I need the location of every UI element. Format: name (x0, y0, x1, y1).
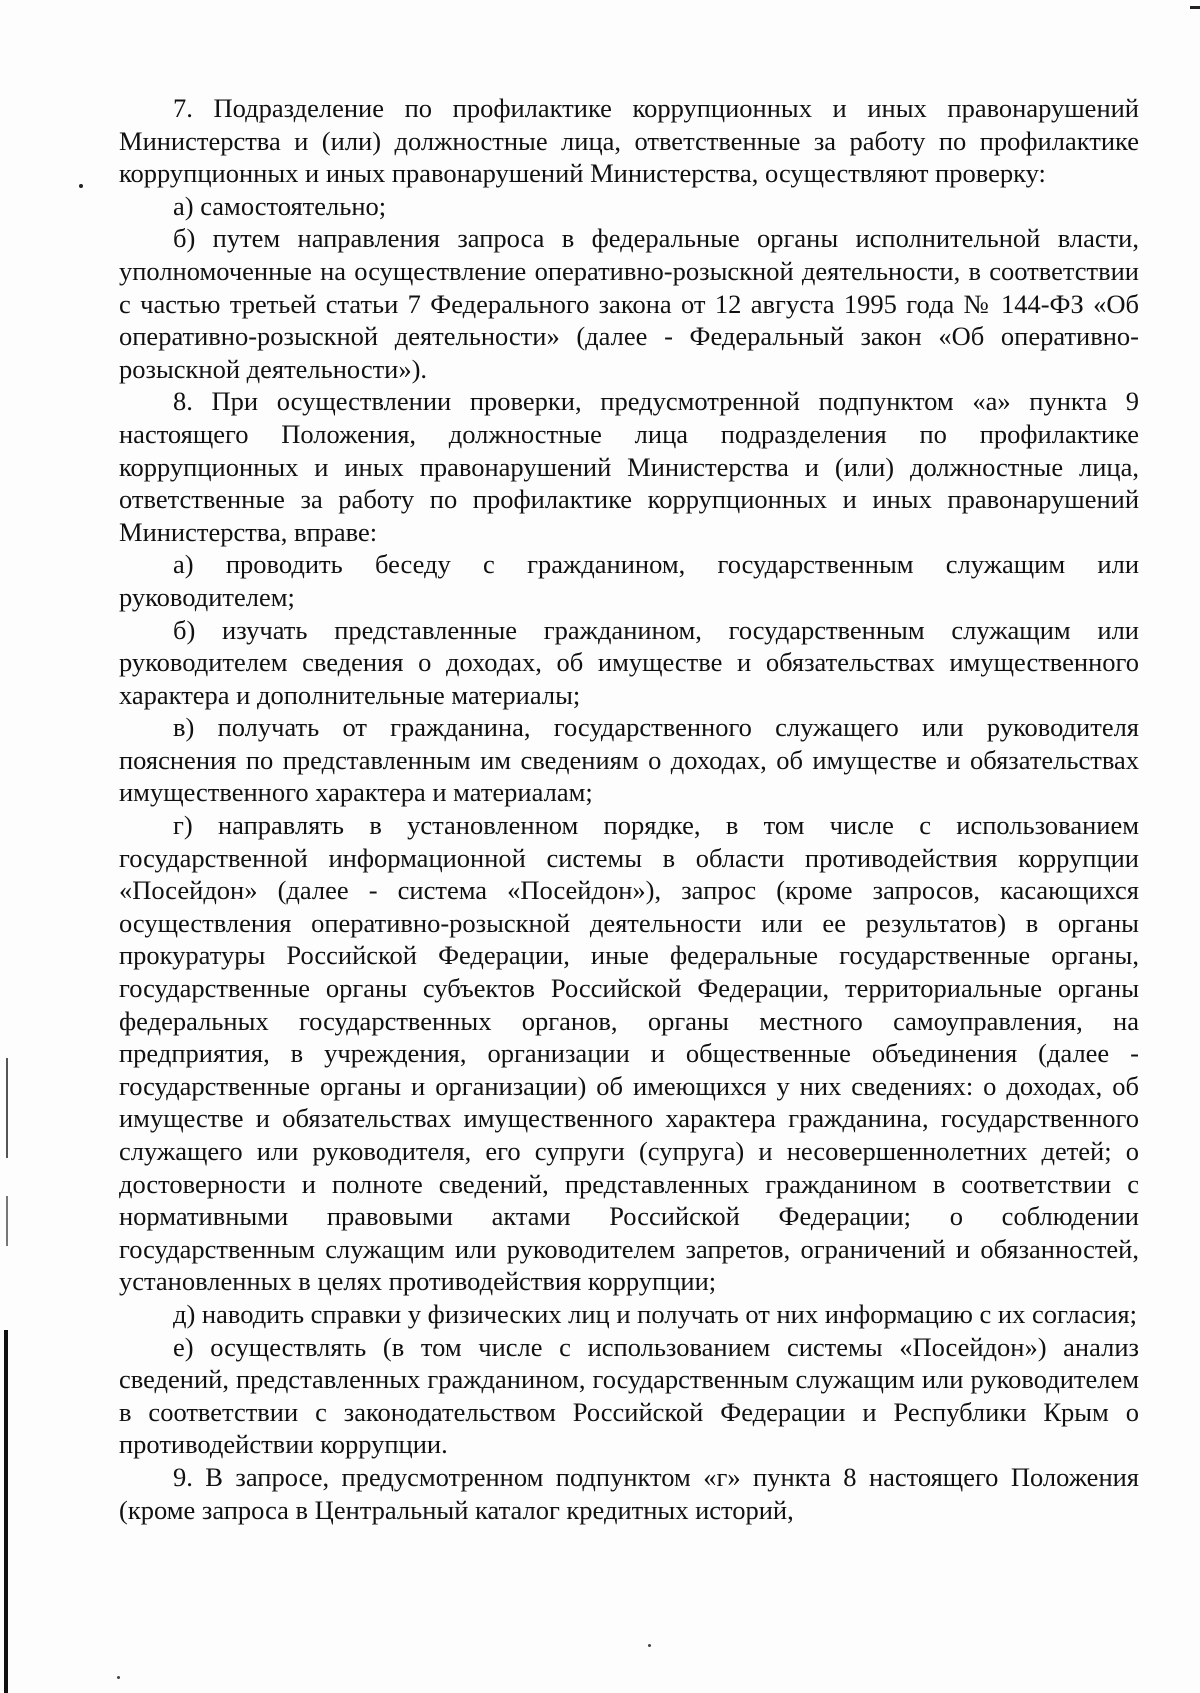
paragraph-8e: е) осуществлять (в том числе с использованием системы «Посейдон») анализ сведений, представленных гражданином, государственным служащим или руководителем в соответствии с законодательством Российской Федерации и Республики Крым о противодействии коррупции. (119, 1331, 1139, 1460)
paragraph-8a: а) проводить беседу с гражданином, государственным служащим или руководителем; (119, 549, 1139, 612)
paragraph-7b: б) путем направления запроса в федеральные органы исполнительной власти, уполномоченные на осуществление оперативно-розыскной деятельности, в соответствии с частью третьей статьи 7 Федерального закона от 12 августа 1995 года № 144-ФЗ «Об оперативно-розыскной деятельности» (далее - Федеральный закон «Об оперативно-розыскной деятельности»). (119, 223, 1139, 384)
scan-dot (117, 1676, 120, 1679)
paragraph-7a: а) самостоятельно; (173, 190, 387, 221)
scan-edge-mark (1190, 6, 1200, 9)
scan-left-edge-line (6, 1196, 8, 1246)
paragraph-8: 8. При осуществлении проверки, предусмотренной подпунктом «а» пункта 9 настоящего Положения, должностные лица подразделения по профилактике коррупционных и иных правонарушений Министерства и (или) должностные лица, ответственные за работу по профилактике коррупционных и иных правонарушений Министерства, вправе: (119, 386, 1139, 547)
scan-left-edge-line (4, 1330, 8, 1693)
paragraph-8d: д) наводить справки у физических лиц и получать от них информацию с их согласия; (173, 1298, 1137, 1329)
paragraph-8v: в) получать от гражданина, государственного служащего или руководителя пояснения по представленным им сведениям о доходах, об имуществе и обязательствах имущественного характера и материалам; (119, 712, 1139, 808)
paragraph-8b: б) изучать представленные гражданином, государственным служащим или руководителем сведения о доходах, об имуществе и обязательствах имущественного характера и дополнительные материалы; (119, 614, 1139, 710)
scan-dot (648, 1644, 651, 1647)
document-body (119, 92, 1139, 1526)
scan-left-edge-line (6, 1058, 8, 1158)
scan-dot (79, 184, 83, 188)
paragraph-9: 9. В запросе, предусмотренном подпунктом «г» пункта 8 настоящего Положения (кроме запроса в Центральный каталог кредитных историй, (119, 1461, 1139, 1525)
paragraph-8g: г) направлять в установленном порядке, в том числе с использованием государственной информационной системы в области противодействия коррупции «Посейдон» (далее - система «Посейдон»), запрос (кроме запросов, касающихся осуществления оперативно-розыскной деятельности или ее результатов) в органы прокуратуры Российской Федерации, иные федеральные государственные органы, государственные органы субъектов Российской Федерации, территориальные органы федеральных государственных органов, органы местного самоуправления, на предприятия, в учреждения, организации и общественные объединения (далее - государственные органы и организации) об имеющихся у них сведениях: о доходах, об имуществе и обязательствах имущественного характера гражданина, государственного служащего или руководителя, его супруги (супруга) и несовершеннолетних детей; о достоверности и полноте сведений, представленных гражданином в соответствии с нормативными правовыми актами Российской Федерации; о соблюдении государственным служащим или руководителем запретов, ограничений и обязанностей, установленных в целях противодействия коррупции; (119, 810, 1139, 1297)
paragraph-7: 7. Подразделение по профилактике коррупционных и иных правонарушений Министерства и (или) должностные лица, ответственные за работу по профилактике коррупционных и иных правонарушений Министерства, осуществляют проверку: (119, 93, 1139, 189)
